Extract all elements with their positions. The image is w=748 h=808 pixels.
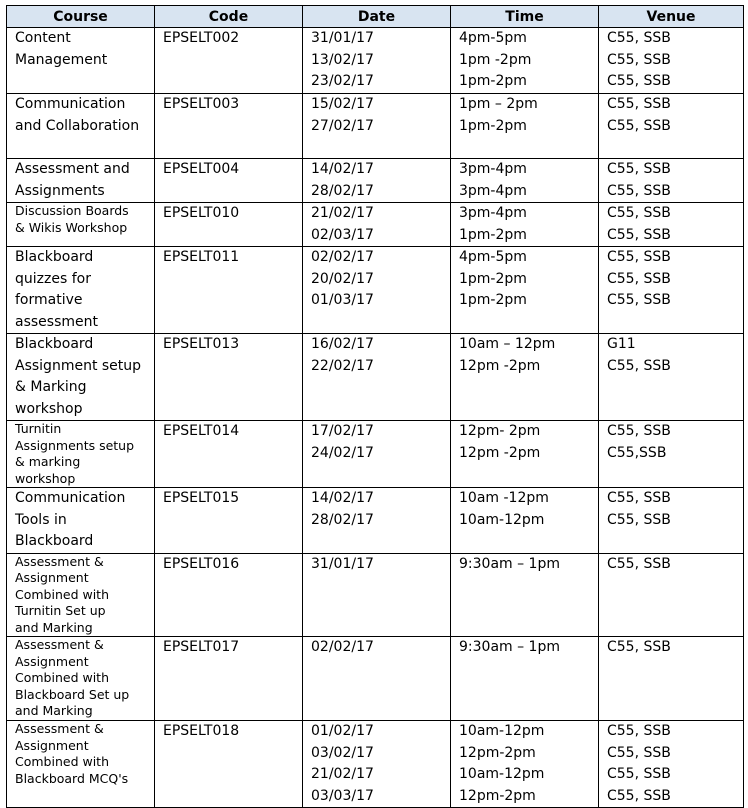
table-row — [7, 334, 744, 421]
time-cell-line: 4pm-5pm — [459, 30, 527, 46]
venue-cell — [599, 637, 744, 721]
venue-cell-line: C55, SSB — [607, 226, 671, 243]
course-cell — [7, 637, 155, 721]
header-course: Course — [7, 6, 155, 28]
venue-cell-line: C55, SSB — [607, 30, 671, 46]
header-venue: Venue — [599, 6, 744, 28]
table-body — [7, 28, 744, 808]
table-row — [7, 28, 744, 94]
date-cell — [303, 247, 451, 334]
course-cell-line: & marking — [15, 454, 81, 469]
date-cell — [303, 28, 451, 94]
time-cell-line: 1pm – 2pm — [459, 96, 538, 112]
course-cell-line: Combined with — [15, 586, 110, 602]
course-code: EPSELT014 — [163, 423, 240, 439]
course-cell-line: & Marking — [15, 379, 87, 395]
venue-cell-line: C55, SSB — [607, 270, 671, 287]
course-cell-line: Turnitin — [15, 421, 62, 436]
table-row — [7, 488, 744, 554]
course-cell-line: Blackboard — [15, 336, 94, 352]
date-cell-line: 24/02/17 — [311, 444, 374, 461]
time-cell-line: 12pm-2pm — [459, 787, 536, 804]
course-cell-line: Communication — [15, 490, 126, 506]
date-cell — [303, 553, 451, 637]
venue-cell-line: C55, SSB — [607, 292, 671, 308]
date-cell-line: 17/02/17 — [311, 423, 374, 439]
course-cell — [7, 334, 155, 421]
time-cell — [451, 94, 599, 159]
time-cell-line: 1pm-2pm — [459, 73, 527, 89]
course-cell — [7, 28, 155, 94]
course-cell-line: and Marking — [15, 703, 93, 718]
course-cell-line: assessment — [15, 313, 98, 330]
code-cell — [155, 159, 303, 203]
course-code: EPSELT018 — [163, 723, 240, 739]
course-cell-line: Management — [15, 51, 108, 68]
time-cell — [451, 421, 599, 488]
date-cell-line: 01/02/17 — [311, 723, 374, 739]
course-cell-line: Blackboard Set up — [15, 686, 130, 702]
course-cell — [7, 203, 155, 247]
course-cell-line: Assessment & — [15, 637, 104, 652]
time-cell-line: 3pm-4pm — [459, 161, 527, 177]
time-cell-line: 9:30am – 1pm — [459, 639, 560, 655]
code-cell — [155, 488, 303, 554]
time-cell-line: 12pm- 2pm — [459, 423, 541, 439]
header-row — [7, 6, 744, 28]
venue-cell-line: C55, SSB — [607, 357, 671, 374]
venue-cell-line: C55, SSB — [607, 249, 671, 265]
venue-cell-line: C55, SSB — [607, 555, 671, 572]
time-cell-line: 12pm-2pm — [459, 744, 536, 761]
course-cell-line: workshop — [15, 400, 83, 417]
venue-cell — [599, 488, 744, 554]
venue-cell-line: C55, SSB — [607, 744, 671, 761]
code-cell — [155, 637, 303, 721]
time-cell-line: 10am-12pm — [459, 766, 545, 782]
time-cell-line: 1pm-2pm — [459, 292, 527, 308]
time-cell — [451, 159, 599, 203]
course-cell-line: Tools in — [15, 511, 67, 528]
course-cell — [7, 488, 155, 554]
code-cell — [155, 553, 303, 637]
venue-cell-line: C55, SSB — [607, 511, 671, 528]
time-cell-line: 10am-12pm — [459, 511, 545, 528]
venue-cell-line: C55, SSB — [607, 766, 671, 782]
date-cell-line: 14/02/17 — [311, 490, 374, 506]
time-cell-line: 1pm-2pm — [459, 270, 527, 287]
venue-cell-line: C55, SSB — [607, 787, 671, 804]
course-cell-line: Blackboard — [15, 249, 94, 265]
venue-cell-line: G11 — [607, 336, 636, 352]
code-cell — [155, 721, 303, 808]
course-code: EPSELT004 — [163, 161, 240, 177]
course-cell-line: and Marking — [15, 619, 93, 635]
time-cell-line: 12pm -2pm — [459, 444, 541, 461]
date-cell-line: 22/02/17 — [311, 357, 374, 374]
course-cell — [7, 159, 155, 203]
date-cell-line: 14/02/17 — [311, 161, 374, 177]
time-cell-line: 4pm-5pm — [459, 249, 527, 265]
venue-cell-line: C55, SSB — [607, 161, 671, 177]
course-schedule-table — [6, 5, 744, 808]
time-cell-line: 12pm -2pm — [459, 357, 541, 374]
course-cell-line: Assignments — [15, 182, 105, 199]
time-cell — [451, 247, 599, 334]
course-cell-line: Blackboard — [15, 533, 94, 549]
course-cell — [7, 721, 155, 808]
venue-cell — [599, 421, 744, 488]
date-cell-line: 13/02/17 — [311, 51, 374, 68]
venue-cell-line: C55, SSB — [607, 182, 671, 199]
course-cell-line: Content — [15, 30, 71, 46]
venue-cell — [599, 553, 744, 637]
header-code: Code — [155, 6, 303, 28]
venue-cell — [599, 721, 744, 808]
venue-cell — [599, 203, 744, 247]
date-cell-line: 02/03/17 — [311, 226, 374, 243]
course-cell-line: Assignment — [15, 737, 89, 753]
venue-cell — [599, 94, 744, 159]
time-cell — [451, 553, 599, 637]
table-row — [7, 721, 744, 808]
course-cell — [7, 247, 155, 334]
date-cell-line: 21/02/17 — [311, 766, 374, 782]
course-cell-line: Communication — [15, 96, 126, 112]
venue-cell-line: C55,SSB — [607, 444, 667, 461]
course-cell — [7, 553, 155, 637]
header-date: Date — [303, 6, 451, 28]
code-cell — [155, 94, 303, 159]
time-cell — [451, 334, 599, 421]
code-cell — [155, 203, 303, 247]
table-row — [7, 637, 744, 721]
venue-cell-line: C55, SSB — [607, 639, 671, 655]
header-time: Time — [451, 6, 599, 28]
code-cell — [155, 247, 303, 334]
venue-cell-line: C55, SSB — [607, 51, 671, 68]
course-cell — [7, 94, 155, 159]
venue-cell-line: C55, SSB — [607, 205, 671, 221]
course-cell-line: quizzes for — [15, 270, 91, 287]
venue-cell-line: C55, SSB — [607, 490, 671, 506]
venue-cell — [599, 247, 744, 334]
date-cell-line: 23/02/17 — [311, 73, 374, 89]
date-cell — [303, 334, 451, 421]
course-cell-line: Assessment and — [15, 161, 130, 177]
time-cell — [451, 721, 599, 808]
course-cell-line: workshop — [15, 470, 76, 486]
course-cell-line: Combined with — [15, 754, 110, 769]
time-cell-line: 10am -12pm — [459, 490, 549, 506]
date-cell-line: 15/02/17 — [311, 96, 374, 112]
date-cell-line: 03/03/17 — [311, 787, 374, 804]
table-row — [7, 94, 744, 159]
table-row — [7, 421, 744, 488]
date-cell-line: 27/02/17 — [311, 117, 374, 134]
time-cell-line: 1pm -2pm — [459, 51, 532, 68]
course-cell — [7, 421, 155, 488]
date-cell-line: 28/02/17 — [311, 182, 374, 199]
course-cell-line: Assignment — [15, 570, 89, 585]
course-code: EPSELT003 — [163, 96, 240, 112]
course-code: EPSELT016 — [163, 555, 240, 572]
course-cell-line: Discussion Boards — [15, 203, 129, 218]
table-row — [7, 247, 744, 334]
course-cell-line: & Wikis Workshop — [15, 219, 128, 235]
date-cell-line: 28/02/17 — [311, 511, 374, 528]
table-row — [7, 159, 744, 203]
time-cell — [451, 637, 599, 721]
course-cell-line: Assessment & — [15, 721, 104, 736]
course-cell-line: Turnitin Set up — [15, 603, 106, 618]
date-cell-line: 31/01/17 — [311, 555, 374, 572]
venue-cell-line: C55, SSB — [607, 723, 671, 739]
venue-cell-line: C55, SSB — [607, 423, 671, 439]
date-cell — [303, 721, 451, 808]
time-cell-line: 3pm-4pm — [459, 205, 527, 221]
venue-cell-line: C55, SSB — [607, 73, 671, 89]
time-cell-line: 1pm-2pm — [459, 226, 527, 243]
time-cell-line: 3pm-4pm — [459, 182, 527, 199]
course-cell-line: formative — [15, 292, 83, 308]
course-cell-line: Assignment — [15, 653, 89, 669]
time-cell-line: 10am-12pm — [459, 723, 545, 739]
date-cell — [303, 637, 451, 721]
course-code: EPSELT011 — [163, 249, 240, 265]
code-cell — [155, 421, 303, 488]
course-code: EPSELT013 — [163, 336, 240, 352]
table-row — [7, 203, 744, 247]
venue-cell — [599, 28, 744, 94]
date-cell-line: 02/02/17 — [311, 249, 374, 265]
venue-cell-line: C55, SSB — [607, 96, 671, 112]
date-cell-line: 20/02/17 — [311, 270, 374, 287]
course-cell-line: Blackboard MCQ's — [15, 770, 129, 786]
time-cell-line: 1pm-2pm — [459, 117, 527, 134]
course-code: EPSELT002 — [163, 30, 240, 46]
date-cell — [303, 421, 451, 488]
course-code: EPSELT015 — [163, 490, 240, 506]
date-cell-line: 02/02/17 — [311, 639, 374, 655]
course-cell-line: Assessment & — [15, 553, 104, 569]
course-cell-line: Assignment setup — [15, 357, 142, 374]
course-cell-line: and Collaboration — [15, 117, 140, 134]
date-cell — [303, 203, 451, 247]
course-cell-line: Assignments setup — [15, 437, 135, 453]
code-cell — [155, 334, 303, 421]
time-cell — [451, 488, 599, 554]
time-cell-line: 10am – 12pm — [459, 336, 556, 352]
venue-cell — [599, 159, 744, 203]
course-code: EPSELT017 — [163, 639, 240, 655]
course-code: EPSELT010 — [163, 205, 240, 221]
time-cell-line: 9:30am – 1pm — [459, 555, 560, 572]
date-cell-line: 03/02/17 — [311, 744, 374, 761]
venue-cell-line: C55, SSB — [607, 117, 671, 134]
date-cell — [303, 159, 451, 203]
date-cell — [303, 94, 451, 159]
date-cell-line: 16/02/17 — [311, 336, 374, 352]
time-cell — [451, 28, 599, 94]
venue-cell — [599, 334, 744, 421]
table-row — [7, 553, 744, 637]
date-cell — [303, 488, 451, 554]
date-cell-line: 21/02/17 — [311, 205, 374, 221]
time-cell — [451, 203, 599, 247]
date-cell-line: 01/03/17 — [311, 292, 374, 308]
code-cell — [155, 28, 303, 94]
course-cell-line: Combined with — [15, 670, 110, 685]
date-cell-line: 31/01/17 — [311, 30, 374, 46]
